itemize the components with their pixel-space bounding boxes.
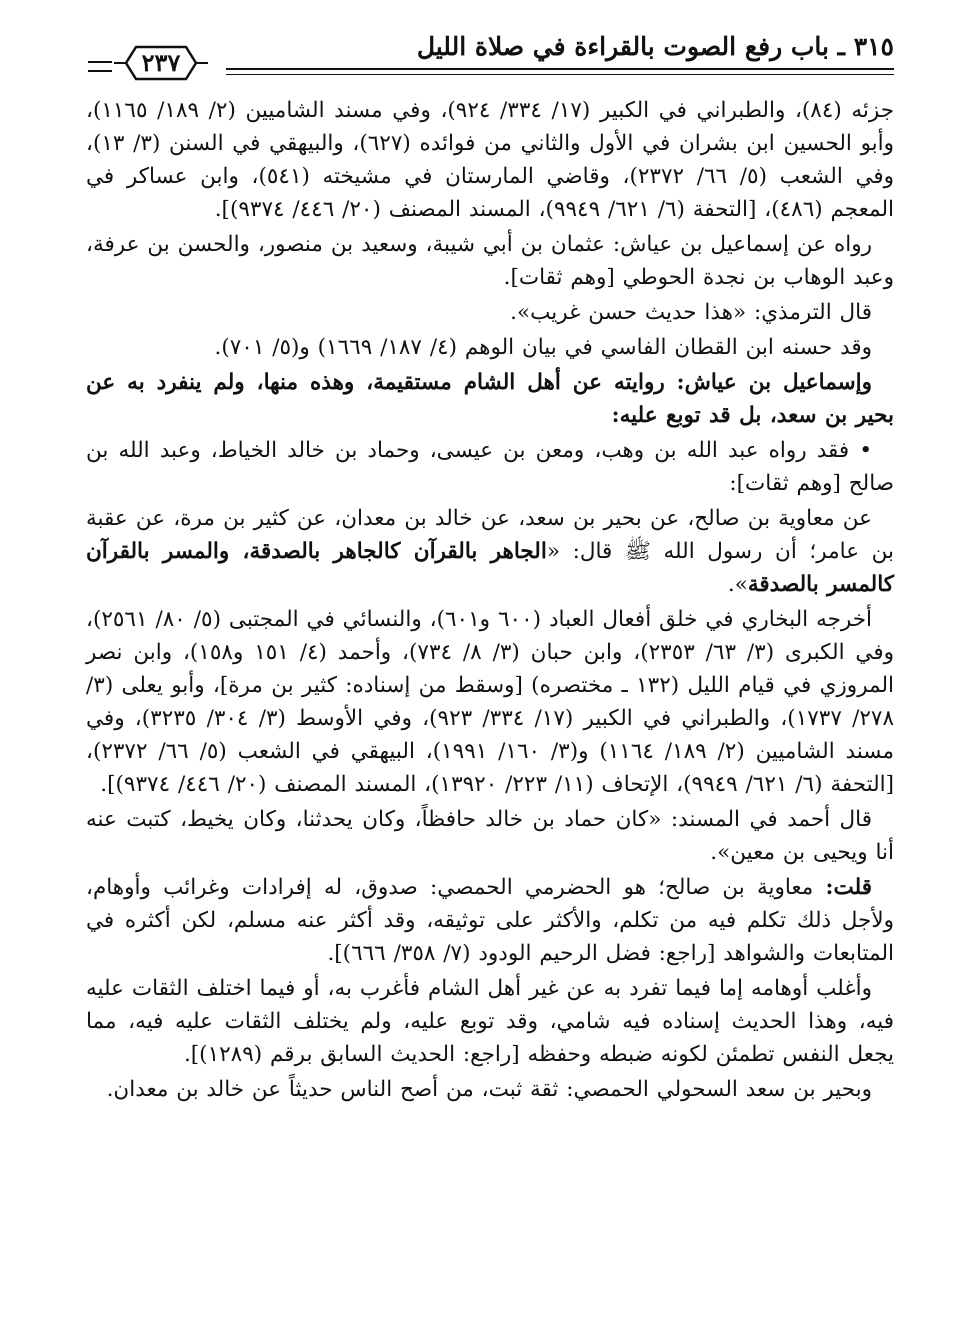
- paragraph-p12: [86, 1073, 894, 1106]
- text-run: وبحير بن سعد السحولي الحمصي: ثقة ثبت، من أصح الناس حديثاً عن خالد بن معدان.: [106, 1077, 872, 1102]
- paragraph-p11: [86, 972, 894, 1071]
- text-run: قال الترمذي: «هذا حديث حسن غريب».: [510, 300, 872, 325]
- text-run: وأغلب أوهامه إما فيما تفرد به عن غير أهل الشام فأغرب به، أو فيما اختلف الثقات عليه فيه، وهذا الحديث إسناده فيه شامي، وقد توبع عليه، ولم يختلف الثقات عليه فيه، مما يجعل النفس تطمئن لكونه ضبطه وحفظه [راجع: الحديث السابق برقم (١٢٨٩)].: [86, 976, 894, 1067]
- paragraph-p8: [86, 603, 894, 801]
- text-run: • فقد رواه عبد الله بن وهب، ومعن بن عيسى، وحماد بن خالد الخياط، وعبد الله بن صالح [وهم ثقات]:: [86, 438, 894, 496]
- text-run: معاوية بن صالح؛ هو الحضرمي الحمصي: صدوق، له إفرادات وغرائب وأوهام، ولأجل ذلك تكلم فيه من تكلم، والأكثر على توثيقه، وقد أكثر عنه مسلم، لكن أكثره في المتابعات والشواهد [راجع: فضل الرحيم الودود (٧/ ٣٥٨/ ٦٦٦)].: [86, 875, 894, 966]
- paragraph-p3: [86, 296, 894, 329]
- text-run: رواه عن إسماعيل بن عياش: عثمان بن أبي شيبة، وسعيد بن منصور، والحسن بن عرفة، وعبد الوهاب بن نجدة الحوطي [وهم ثقات].: [86, 232, 894, 290]
- running-title: ٣١٥ ـ باب رفع الصوت بالقراءة في صلاة الليل: [416, 32, 894, 61]
- text-run: عن معاوية بن صالح، عن بحير بن سعد، عن خالد بن معدان، عن كثير بن مرة، عن عقبة بن عامر؛ أن رسول الله ﷺ قال: «: [86, 506, 894, 564]
- page-header: [86, 28, 894, 80]
- page-content: [86, 94, 894, 1323]
- text-run: ».: [727, 572, 748, 597]
- text-run: أخرجه البخاري في خلق أفعال العباد (٦٠٠ و٦٠١)، والنسائي في المجتبى (٥/ ٨٠/ ٢٥٦١)، وفي الكبرى (٣/ ٦٣/ ٢٣٥٣)، وابن حبان (٣/ ٨/ ٧٣٤)، وأحمد (٤/ ١٥١ و١٥٨)، وابن نصر المروزي في قيام الليل (١٣٢ ـ مختصره) [وسقط من إسناده: كثير بن مرة]، وأبو يعلى (٣/ ٢٧٨/ ١٧٣٧)، والطبراني في الكبير (١٧/ ٣٣٤/ ٩٢٣)، وفي الأوسط (٣/ ٣٠٤/ ٣٢٣٥)، وفي مسند الشاميين (٢/ ١٨٩/ ١١٦٤) و(٣/ ١٦٠/ ١٩٩١)، البيهقي في الشعب (٥/ ٦٦/ ٢٣٧٢)، [التحفة (٦/ ٦٢١/ ٩٩٤٩)، الإتحاف (١١/ ٢٢٣/ ١٣٩٢٠)، المسند المصنف (٢٠/ ٤٤٦/ ٩٣٧٤)].: [86, 607, 895, 797]
- page-number-frame: [112, 42, 210, 84]
- paragraph-p6: [86, 434, 894, 500]
- paragraph-p7: [86, 502, 894, 601]
- bold-text: وإسماعيل بن عياش: روايته عن أهل الشام مستقيمة، وهذه منها، ولم ينفرد به عن بحير بن سعد، بل قد توبع عليه:: [86, 370, 894, 428]
- bold-text: الجاهر بالقرآن كالجاهر بالصدقة، والمسر بالقرآن كالمسر بالصدقة: [86, 539, 894, 597]
- paragraph-p4: [86, 331, 894, 364]
- page-number: ٢٣٧: [141, 48, 181, 77]
- paragraph-p9: [86, 803, 894, 869]
- text-run: قال أحمد في المسند: «كان حماد بن خالد حافظاً، وكان يحدثنا، وكان يخيط، كتبت عنه أنا ويحيى بن معين».: [86, 807, 894, 865]
- header-rule: [226, 68, 894, 75]
- text-run: وقد حسنه ابن القطان الفاسي في بيان الوهم (٤/ ١٨٧/ ١٦٦٩) و(٥/ ٧٠١).: [214, 335, 872, 360]
- paragraph-p10: [86, 871, 894, 970]
- paragraph-p5: [86, 366, 894, 432]
- paragraph-p2: [86, 228, 894, 294]
- header-left-rules: [88, 61, 112, 72]
- bold-text: قلت:: [825, 875, 872, 900]
- text-run: جزئه (٨٤)، والطبراني في الكبير (١٧/ ٣٣٤/ ٩٢٤)، وفي مسند الشاميين (٢/ ١٨٩/ ١١٦٥)، وأبو الحسين ابن بشران في الأول والثاني من فوائده (٦٢٧)، والبيهقي في السنن (٣/ ١٣)، وفي الشعب (٥/ ٦٦/ ٢٣٧٢)، وقاضي المارستان في مشيخته (٥٤١)، وابن عساكر في المعجم (٤٨٦)، [التحفة (٦/ ٦٢١/ ٩٩٤٩)، المسند المصنف (٢٠/ ٤٤٦/ ٩٣٧٤)].: [86, 98, 895, 222]
- paragraph-p1: [86, 94, 894, 226]
